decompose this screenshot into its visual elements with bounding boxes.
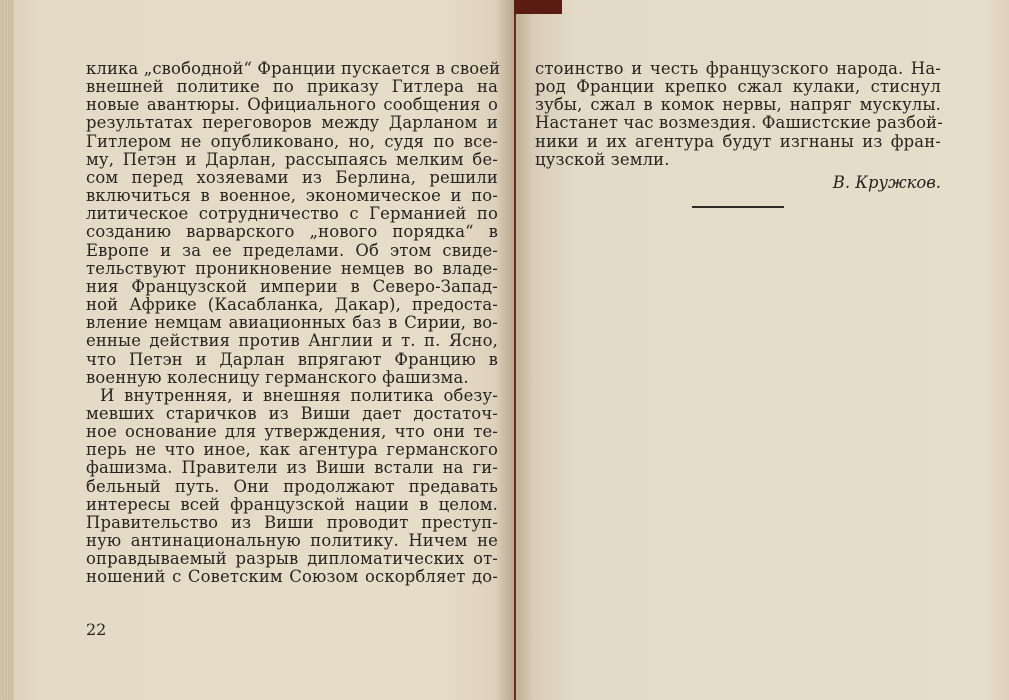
end-rule (692, 206, 784, 208)
text-line: ную антинациональную политику. Ничем не (86, 531, 498, 551)
text-line: мевших старичков из Виши дает достаточ- (86, 403, 498, 423)
right-page (514, 0, 1009, 700)
text-line: ношений с Советским Союзом оскорбляет до- (86, 567, 498, 587)
text-line: Гитлером не опубликовано, но, судя по все- (86, 131, 498, 151)
text-line: зубы, сжал в комок нервы, напряг мускулы. (535, 95, 941, 115)
author-signature: В. Кружков. (832, 173, 941, 192)
text-line: И внутренняя, и внешняя политика обезу- (100, 385, 498, 405)
text-line: тельствуют проникновение немцев во владе- (86, 258, 498, 278)
text-line: стоинство и честь французского народа. На- (535, 59, 941, 78)
left-page-text (86, 59, 501, 587)
text-line: Европе и за ее пределами. Об этом свиде- (86, 240, 498, 260)
text-line: сом перед хозяевами из Берлина, решили (86, 167, 498, 187)
text-line: ной Африке (Касабланка, Дакар), предоста- (86, 295, 498, 315)
text-line: ное основание для утверждения, что они те- (86, 422, 498, 442)
text-line: что Петэн и Дарлан впрягают Францию в (86, 349, 498, 369)
text-line: ния Французской империи в Северо-Запад- (86, 276, 498, 296)
text-line: ники и их агентура будут изгнаны из фран- (535, 131, 941, 151)
text-line: бельный путь. Они продолжают предавать (86, 476, 498, 496)
text-line: внешней политике по приказу Гитлера на (86, 77, 498, 97)
text-line: созданию варварского „нового порядка“ в (86, 222, 498, 242)
text-line: результатах переговоров между Дарланом и (86, 113, 498, 133)
text-line: включиться в военное, экономическое и по- (86, 186, 498, 206)
text-line: перь не что иное, как агентура германского (86, 440, 498, 460)
text-line: фашизма. Правители из Виши встали на ги- (86, 458, 498, 478)
text-line: оправдываемый разрыв дипломатических от- (86, 549, 498, 569)
text-line: енные действия против Англии и т. п. Ясно, (86, 331, 498, 351)
text-line: му, Петэн и Дарлан, рассыпаясь мелким бе- (86, 149, 498, 169)
text-line: вление немцам авиационных баз в Сирии, во- (86, 313, 498, 333)
page-edges (0, 0, 14, 700)
text-line: Настанет час возмездия. Фашистские разбой- (535, 113, 943, 133)
right-page-text (535, 60, 941, 169)
text-line: клика „свободной“ Франции пускается в своей (86, 59, 501, 78)
text-line: новые авантюры. Официального сообщения о (86, 95, 498, 115)
text-line: интересы всей французской нации в целом. (86, 494, 498, 514)
binding-edge (514, 0, 562, 14)
text-line: цузской земли. (535, 149, 670, 169)
text-line: род Франции крепко сжал кулаки, стиснул (535, 77, 941, 97)
page-number: 22 (86, 620, 107, 639)
text-line: литическое сотрудничество с Германией по (86, 204, 498, 224)
text-line: Правительство из Виши проводит преступ- (86, 512, 498, 532)
text-line: военную колесницу германского фашизма. (86, 367, 469, 387)
